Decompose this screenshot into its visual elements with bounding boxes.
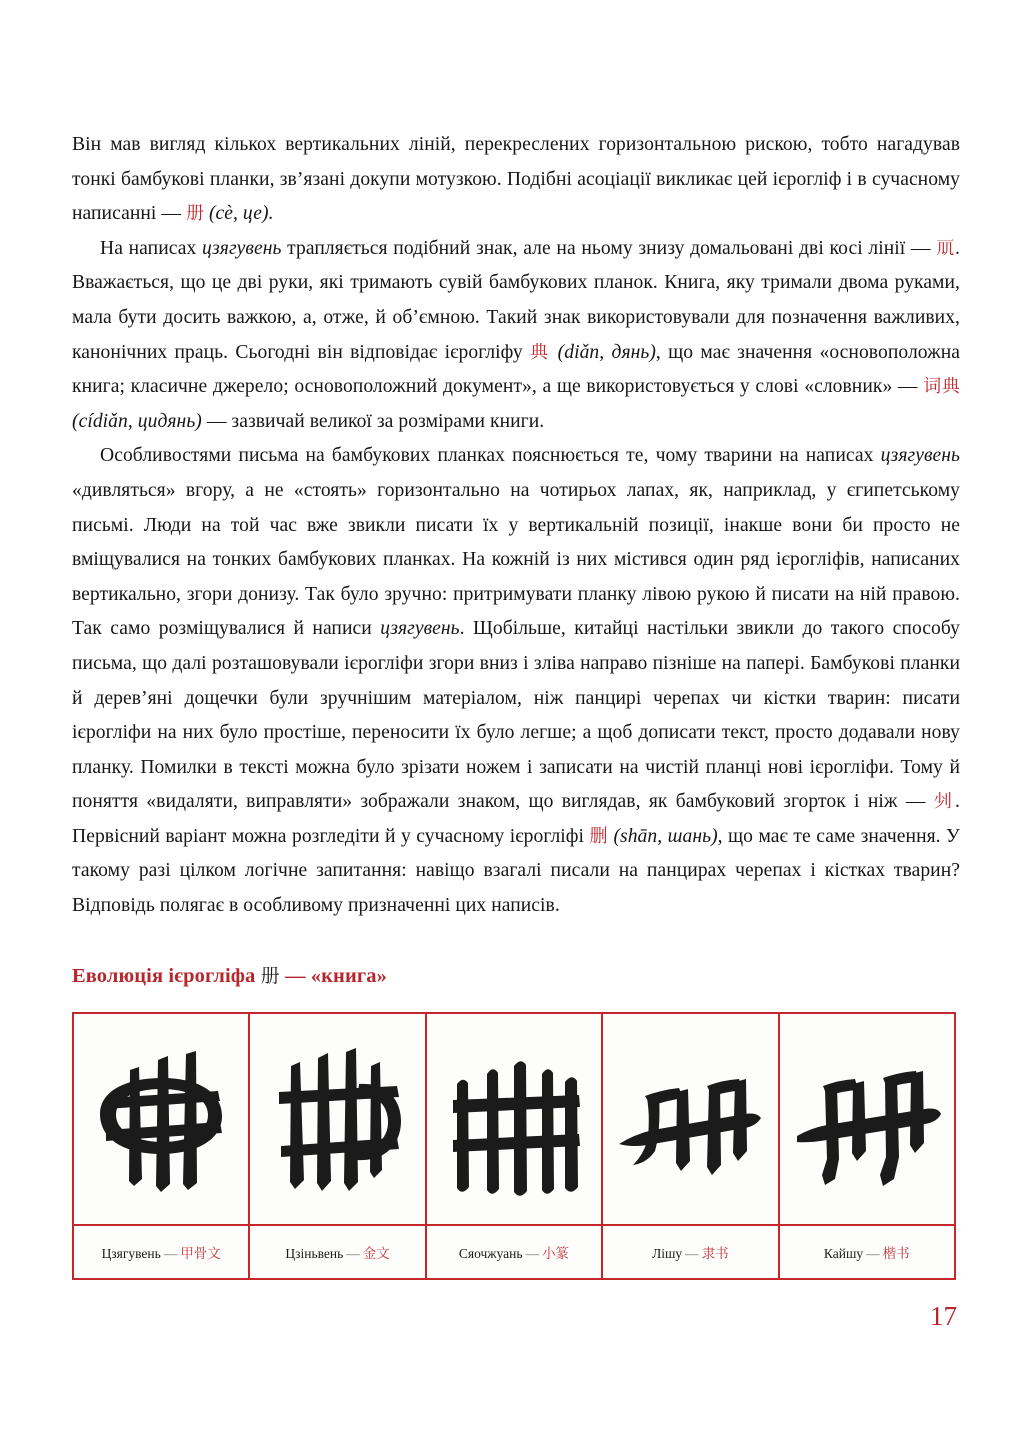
inline-han-character: 词典 bbox=[923, 376, 960, 398]
glyph-cell-small-seal bbox=[426, 1013, 602, 1225]
evolution-table bbox=[72, 1012, 956, 1280]
inline-italic-text: цзягувень bbox=[880, 445, 960, 467]
inline-text: «дивляться» вгору, а не «стоять» горизонтально на чотирьох лапах, як, наприклад, у єгипетському письмі. Люди на той час вже звикли писати їх у вертикальній позиції, інакше вони би просто не вміщувалися на тонких бамбукових планках. На кожній із них містився один ряд ієрогліфів, написаних вертикально, згори донизу. Так було зручно: притримувати планку лівою рукою й писати на ній правою. Так само розміщувалися й написи bbox=[72, 479, 960, 640]
caption-dash-0: — bbox=[163, 1245, 178, 1261]
glyph-bronze-icon bbox=[250, 1022, 424, 1220]
caption-cell-small-seal bbox=[426, 1225, 602, 1279]
caption-dash-4: — bbox=[866, 1245, 880, 1261]
han-label-clerical: 隶书 bbox=[701, 1245, 729, 1262]
caption-dash-3: — bbox=[685, 1245, 699, 1261]
inline-italic-text: (diǎn, дянь) bbox=[550, 341, 656, 363]
caption-dash-2: — bbox=[525, 1245, 540, 1261]
inline-italic-text: цзягувень bbox=[202, 237, 282, 259]
glyph-cell-oracle-bone bbox=[73, 1013, 249, 1225]
caption-cell-bronze bbox=[249, 1225, 425, 1279]
paragraph-2 bbox=[72, 232, 960, 440]
script-name-clerical: Лішу bbox=[652, 1245, 683, 1261]
han-label-oracle-bone: 甲骨文 bbox=[180, 1245, 221, 1262]
glyph-oracle-bone-icon bbox=[74, 1022, 248, 1220]
inline-text: Особливостями письма на бамбукових планках пояснюється те, чому тварини на написах bbox=[100, 445, 881, 467]
glyph-small-seal-icon bbox=[427, 1022, 601, 1220]
inline-italic-text: (cídiǎn, цидянь) bbox=[72, 410, 202, 432]
inline-text: — зазвичай великої за розмірами книги. bbox=[201, 410, 545, 432]
page-number: 17 bbox=[930, 1301, 957, 1331]
inline-text: , що має значення «основоположна книга; класичне джерело; основоположний документ», а ще використовується у слові «словник» — bbox=[72, 341, 961, 398]
inline-text: трапляється подібний знак, але на ньому знизу домальовані дві косі лінії — bbox=[281, 237, 937, 259]
inline-han-character: 𠚺 bbox=[933, 791, 956, 813]
script-name-oracle-bone: Цзягувень bbox=[101, 1245, 161, 1261]
caption-row bbox=[73, 1225, 955, 1279]
glyph-regular-icon bbox=[780, 1022, 954, 1220]
section-heading-suffix: — «книга» bbox=[279, 964, 387, 987]
inline-text: Він мав вигляд кількох вертикальних ліній, перекреслених горизонтальною рискою, тобто нагадував тонкі бамбукові планки, зв’язані докупи мотузкою. Подібні асоціації викликає цей ієрогліф і в сучасному написанні — bbox=[72, 134, 960, 225]
han-label-small-seal: 小篆 bbox=[542, 1245, 570, 1262]
inline-italic-text: цзягувень bbox=[380, 618, 460, 640]
glyph-cell-regular bbox=[779, 1013, 955, 1225]
section-heading bbox=[72, 962, 960, 990]
inline-italic-text: (shān, шань) bbox=[608, 825, 718, 847]
glyph-clerical-icon bbox=[603, 1022, 777, 1220]
body-text-block bbox=[72, 128, 960, 924]
inline-han-character: 册 bbox=[185, 203, 204, 225]
script-name-small-seal: Сяочжуань bbox=[458, 1245, 523, 1261]
caption-dash-1: — bbox=[346, 1245, 360, 1261]
han-label-regular: 楷书 bbox=[882, 1245, 910, 1262]
script-name-bronze: Цзіньвень bbox=[285, 1245, 344, 1261]
inline-italic-text: (cè, це). bbox=[204, 203, 274, 225]
han-label-bronze: 金文 bbox=[362, 1245, 390, 1262]
paragraph-3 bbox=[72, 439, 960, 923]
script-name-regular: Кайшу bbox=[823, 1245, 864, 1261]
paragraph-1 bbox=[72, 128, 960, 232]
inline-text: . Первісний варіант можна розгледіти й у сучасному ієрогліфі bbox=[72, 791, 960, 847]
glyph-row bbox=[73, 1013, 955, 1225]
caption-cell-oracle-bone bbox=[73, 1225, 249, 1279]
inline-han-character: 删 bbox=[589, 825, 609, 847]
inline-text: . Вважається, що це дві руки, які тримають сувій бамбукових планок. Книга, яку тримали двома руками, мала бути досить важкою, а, отже, й об’ємною. Такий знак використовували для позначення важливих, канонічних праць. Сьогодні він відповідає ієрогліфу bbox=[72, 237, 960, 363]
inline-han-character: 典 bbox=[530, 341, 551, 363]
section-heading-prefix: Еволюція ієрогліфа bbox=[72, 964, 261, 987]
glyph-cell-clerical bbox=[602, 1013, 778, 1225]
section-heading-han-character: 册 bbox=[260, 964, 280, 987]
inline-text: , що має те саме значення. У такому разі цілком логічне запитання: навіщо взагалі писали на панцирах черепах і кістках тварин? Відповідь полягає в особливому призначенні цих написів. bbox=[72, 825, 960, 917]
inline-text: На написах bbox=[100, 237, 203, 259]
caption-cell-regular bbox=[779, 1225, 955, 1279]
inline-text: . Щобільше, китайці настільки звикли до такого способу письма, що далі розташовували ієрогліфи згори вниз і зліва направо пізніше на папері. Бамбукові планки й дерев’яні дощечки були зручнішим матеріалом, ніж панцирі черепах чи кістки тварин: писати ієрогліфи на них було простіше, переносити їх було легше; а щоб дописати текст, просто додавали нову планку. Помилки в тексті можна було зрізати ножем і записати на чистій планці нові ієрогліфи. Тому й поняття «видаляти, виправляти» зображали знаком, що виглядав, як бамбуковий згорток і ніж — bbox=[72, 618, 960, 813]
inline-han-character: 𠘲 bbox=[936, 237, 956, 259]
glyph-cell-bronze bbox=[249, 1013, 425, 1225]
caption-cell-clerical bbox=[602, 1225, 778, 1279]
